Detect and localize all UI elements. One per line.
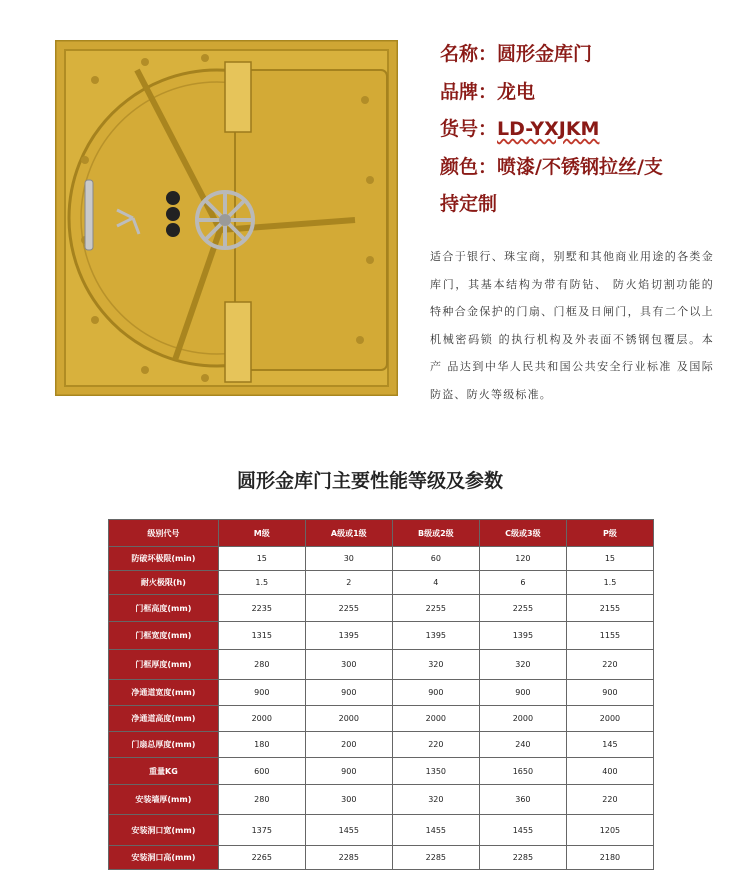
table-cell: 320: [479, 650, 566, 680]
table-cell: 320: [392, 650, 479, 680]
table-cell: 1155: [566, 622, 653, 650]
table-cell: 280: [218, 785, 305, 815]
row-label: 安装墙厚(mm): [109, 785, 219, 815]
table-cell: 900: [566, 680, 653, 706]
table-cell: 2: [305, 571, 392, 595]
table-cell: 200: [305, 732, 392, 758]
row-label: 净通道高度(mm): [109, 706, 219, 732]
row-label: 门框高度(mm): [109, 595, 219, 622]
vault-door-photo: [55, 40, 398, 396]
table-row: [109, 758, 654, 785]
table-header-row: [109, 520, 654, 547]
header-cell: B级或2级: [392, 520, 479, 547]
row-label: 门框宽度(mm): [109, 622, 219, 650]
table-cell: 300: [305, 650, 392, 680]
table-cell: 2000: [392, 706, 479, 732]
table-cell: 1455: [479, 815, 566, 846]
table-cell: 2285: [305, 846, 392, 870]
table-cell: 2000: [566, 706, 653, 732]
table-cell: 1650: [479, 758, 566, 785]
table-row: [109, 706, 654, 732]
table-cell: 220: [566, 785, 653, 815]
table-cell: 1315: [218, 622, 305, 650]
row-label: 门扇总厚度(mm): [109, 732, 219, 758]
table-cell: 1395: [392, 622, 479, 650]
table-cell: 2000: [218, 706, 305, 732]
table-cell: 2180: [566, 846, 653, 870]
product-color-line1: 颜色：喷漆/不锈钢拉丝/支: [440, 155, 663, 178]
product-color-line2: 持定制: [440, 193, 498, 215]
vault-door-image: [55, 40, 398, 396]
sku-value: LD-YXJKM: [497, 118, 600, 140]
row-label: 安装洞口高(mm): [109, 846, 219, 870]
row-label: 耐火极限(h): [109, 571, 219, 595]
table-cell: 240: [479, 732, 566, 758]
parameters-table: [108, 519, 654, 870]
sku-prefix: 货号：: [440, 118, 498, 140]
table-cell: 2155: [566, 595, 653, 622]
table-cell: 300: [305, 785, 392, 815]
table-cell: 1.5: [218, 571, 305, 595]
header-cell: A级或1级: [305, 520, 392, 547]
table-cell: 1375: [218, 815, 305, 846]
table-cell: 900: [479, 680, 566, 706]
row-label: 安装洞口宽(mm): [109, 815, 219, 846]
table-cell: 400: [566, 758, 653, 785]
table-cell: 120: [479, 547, 566, 571]
table-cell: 1455: [305, 815, 392, 846]
table-row: [109, 815, 654, 846]
table-cell: 600: [218, 758, 305, 785]
table-row: [109, 622, 654, 650]
table-title: 圆形金库门主要性能等级及参数: [236, 470, 503, 492]
row-label: 重量KG: [109, 758, 219, 785]
table-cell: 4: [392, 571, 479, 595]
product-name: 名称：圆形金库门: [440, 43, 593, 65]
product-specs: [440, 36, 720, 224]
header-cell: M级: [218, 520, 305, 547]
row-label: 防破坏极限(min): [109, 547, 219, 571]
table-cell: 1455: [392, 815, 479, 846]
table-cell: 2285: [479, 846, 566, 870]
product-sku: [440, 111, 720, 149]
table-cell: 2235: [218, 595, 305, 622]
table-cell: 15: [566, 547, 653, 571]
table-cell: 280: [218, 650, 305, 680]
table-cell: 15: [218, 547, 305, 571]
header-cell: P级: [566, 520, 653, 547]
table-row: [109, 571, 654, 595]
table-cell: 900: [305, 758, 392, 785]
table-cell: 6: [479, 571, 566, 595]
table-cell: 1205: [566, 815, 653, 846]
row-label: 净通道宽度(mm): [109, 680, 219, 706]
table-cell: 60: [392, 547, 479, 571]
table-row: [109, 732, 654, 758]
table-row: [109, 547, 654, 571]
header-cell: C级或3级: [479, 520, 566, 547]
table-cell: 2255: [305, 595, 392, 622]
table-cell: 1395: [479, 622, 566, 650]
table-cell: 145: [566, 732, 653, 758]
table-cell: 2265: [218, 846, 305, 870]
table-cell: 2000: [305, 706, 392, 732]
table-cell: 220: [392, 732, 479, 758]
table-cell: 2255: [479, 595, 566, 622]
table-cell: 900: [392, 680, 479, 706]
product-description: 适合于银行、珠宝商，别墅和其他商业用途的各类金库门，其基本结构为带有防钻、 防火焰切割功能的特种合金保护的门扇、门框及日闸门，具有二个以上机械密码锁 的执行机构及外表面不锈钢包覆层。本产 品达到中华人民共和国公共安全行业标准 及国际防盗、防火等级标准。: [430, 250, 714, 401]
table-cell: 360: [479, 785, 566, 815]
product-brand: 品牌：龙电: [440, 80, 536, 103]
table-cell: 2000: [479, 706, 566, 732]
table-row: [109, 846, 654, 870]
table-cell: 30: [305, 547, 392, 571]
table-cell: 900: [305, 680, 392, 706]
table-cell: 2285: [392, 846, 479, 870]
table-cell: 320: [392, 785, 479, 815]
table-row: [109, 650, 654, 680]
table-cell: 180: [218, 732, 305, 758]
table-row: [109, 595, 654, 622]
table-row: [109, 785, 654, 815]
table-cell: 1350: [392, 758, 479, 785]
row-label: 门框厚度(mm): [109, 650, 219, 680]
table-cell: 1395: [305, 622, 392, 650]
table-cell: 2255: [392, 595, 479, 622]
table-row: [109, 680, 654, 706]
table-cell: 1.5: [566, 571, 653, 595]
header-cell: 级别代号: [109, 520, 219, 547]
table-cell: 220: [566, 650, 653, 680]
table-cell: 900: [218, 680, 305, 706]
